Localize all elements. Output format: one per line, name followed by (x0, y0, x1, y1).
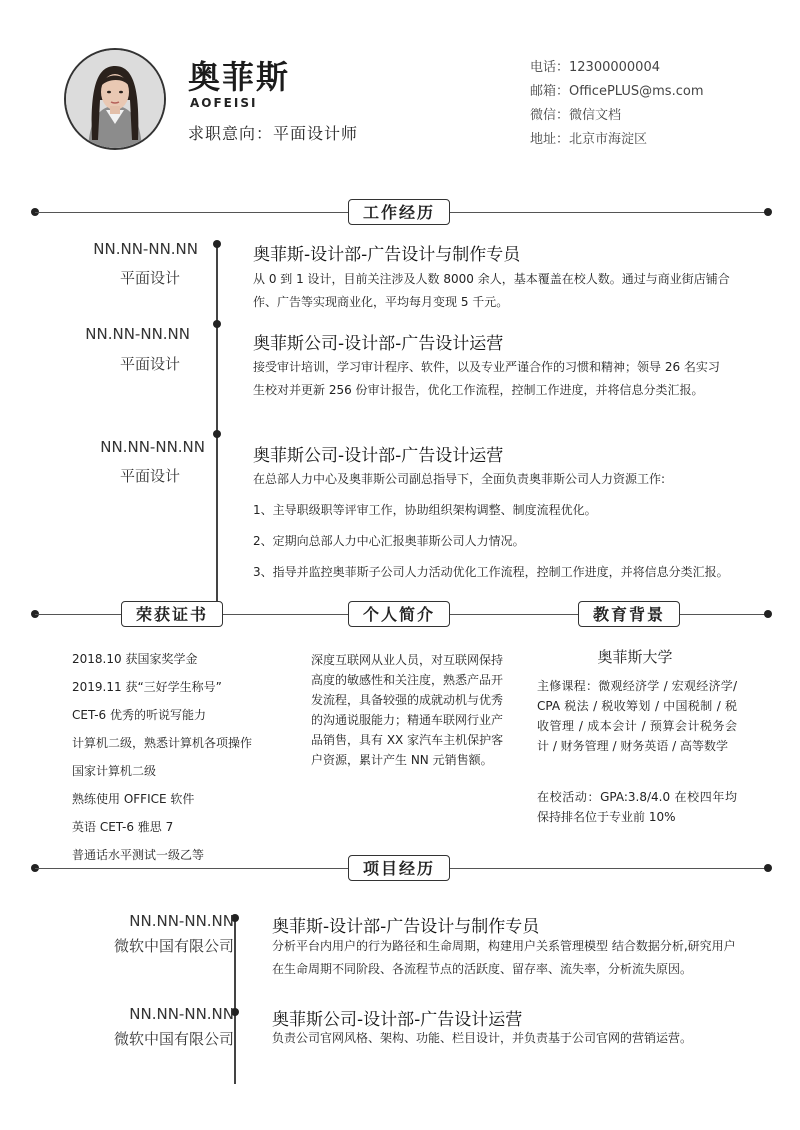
project-company: 微软中国有限公司 (113, 937, 234, 955)
section-title-work: 工作经历 (348, 199, 450, 225)
work-timeline-line (216, 244, 218, 612)
job-intent: 求职意向：平面设计师 (188, 124, 359, 143)
work-role: 平面设计 (119, 269, 180, 287)
contact-email: 邮箱：OfficePLUS@ms.com (530, 84, 704, 99)
work-point: 1、主导职级职等评审工作，协助组织架构调整、制度流程优化。 (253, 503, 597, 517)
work-title: 奥菲斯-设计部-广告设计与制作专员 (253, 245, 521, 265)
honor-item: 国家计算机二级 (72, 764, 157, 778)
work-role: 平面设计 (119, 467, 180, 485)
timeline-dot (213, 320, 221, 328)
divider-dot (764, 610, 772, 618)
honor-item: 熟练使用 OFFICE 软件 (72, 792, 195, 806)
work-description: 接受审计培训，学习审计程序、软件，以及专业严谨合作的习惯和精神；领导 26 名实习生校对并更新 256 份审计报告，优化工作流程，控制工作进度，并将信息分类汇报。 (253, 360, 720, 397)
work-title: 奥菲斯公司-设计部-广告设计运营 (253, 446, 504, 466)
project-description: 负责公司官网风格、架构、功能、栏目设计，并负责基于公司官网的营销运营。 (272, 1031, 693, 1045)
work-point: 2、定期向总部人力中心汇报奥菲斯公司人力情况。 (253, 534, 525, 548)
work-point: 3、指导并监控奥菲斯子公司人力活动优化工作流程，控制工作进度，并将信息分类汇报。 (253, 565, 729, 579)
education-courses: 主修课程：微观经济学 / 宏观经济学/ CPA 税法 / 税收筹划 / 中国税制 / 税收管理 / 成本会计 / 预算会计税务会计 / 财务管理 / 财务英语 / 高等数学 (537, 679, 737, 753)
work-date: NN.NN-NN.NN (85, 325, 190, 343)
work-description: 从 0 到 1 设计，目前关注涉及人数 8000 余人，基本覆盖在校人数。通过与商业街店铺合作、广告等实现商业化，平均每月变现 5 千元。 (253, 272, 730, 309)
project-date: NN.NN-NN.NN (129, 912, 234, 930)
section-title-intro: 个人简介 (348, 601, 450, 627)
work-title: 奥菲斯公司-设计部-广告设计运营 (253, 334, 504, 354)
work-role: 平面设计 (119, 355, 180, 373)
candidate-name-english: AOFEISI (190, 96, 258, 110)
work-date: NN.NN-NN.NN (100, 438, 205, 456)
honor-item: 普通话水平测试一级乙等 (72, 848, 205, 862)
honor-item: CET-6 优秀的听说写能力 (72, 708, 206, 722)
school-name: 奥菲斯大学 (597, 648, 673, 666)
divider-dot (764, 864, 772, 872)
divider-dot (764, 208, 772, 216)
candidate-name: 奥菲斯 (188, 58, 291, 96)
honor-item: 英语 CET-6 雅思 7 (72, 820, 174, 834)
section-title-projects: 项目经历 (348, 855, 450, 881)
project-title: 奥菲斯公司-设计部-广告设计运营 (272, 1010, 523, 1030)
project-date: NN.NN-NN.NN (129, 1005, 234, 1023)
education-activity: 在校活动：GPA:3.8/4.0 在校四年均保持排名位于专业前 10% (537, 790, 737, 824)
intro-text: 深度互联网从业人员，对互联网保持高度的敏感性和关注度，熟悉产品开发流程，具备较强的成就动机与优秀的沟通说服能力；精通车联网行业产品销售，具有 XX 家汽车主机保护客户资源，累计产生 NN 元销售额。 (311, 653, 504, 767)
work-description: 在总部人力中心及奥菲斯公司副总指导下，全面负责奥菲斯公司人力资源工作: (253, 472, 666, 486)
timeline-dot (213, 430, 221, 438)
project-description: 分析平台内用户的行为路径和生命周期，构建用户关系管理模型 结合数据分析,研究用户在生命周期不同阶段、各流程节点的活跃度、留存率、流失率，分析流失原因。 (272, 939, 736, 976)
section-title-education: 教育背景 (578, 601, 680, 627)
project-company: 微软中国有限公司 (113, 1030, 234, 1048)
project-timeline-line (234, 920, 236, 1084)
timeline-dot (213, 240, 221, 248)
avatar (64, 48, 166, 150)
section-title-honors: 荣获证书 (121, 601, 223, 627)
contact-wechat: 微信：微信文档 (530, 108, 622, 123)
project-title: 奥菲斯-设计部-广告设计与制作专员 (272, 917, 540, 937)
contact-phone: 电话：12300000004 (530, 60, 660, 75)
work-date: NN.NN-NN.NN (93, 240, 198, 258)
honor-item: 2018.10 获国家奖学金 (72, 652, 198, 666)
honor-item: 计算机二级，熟悉计算机各项操作 (72, 736, 253, 750)
contact-address: 地址：北京市海淀区 (530, 132, 648, 147)
honor-item: 2019.11 获“三好学生称号” (72, 680, 222, 694)
portrait-image (66, 50, 164, 148)
